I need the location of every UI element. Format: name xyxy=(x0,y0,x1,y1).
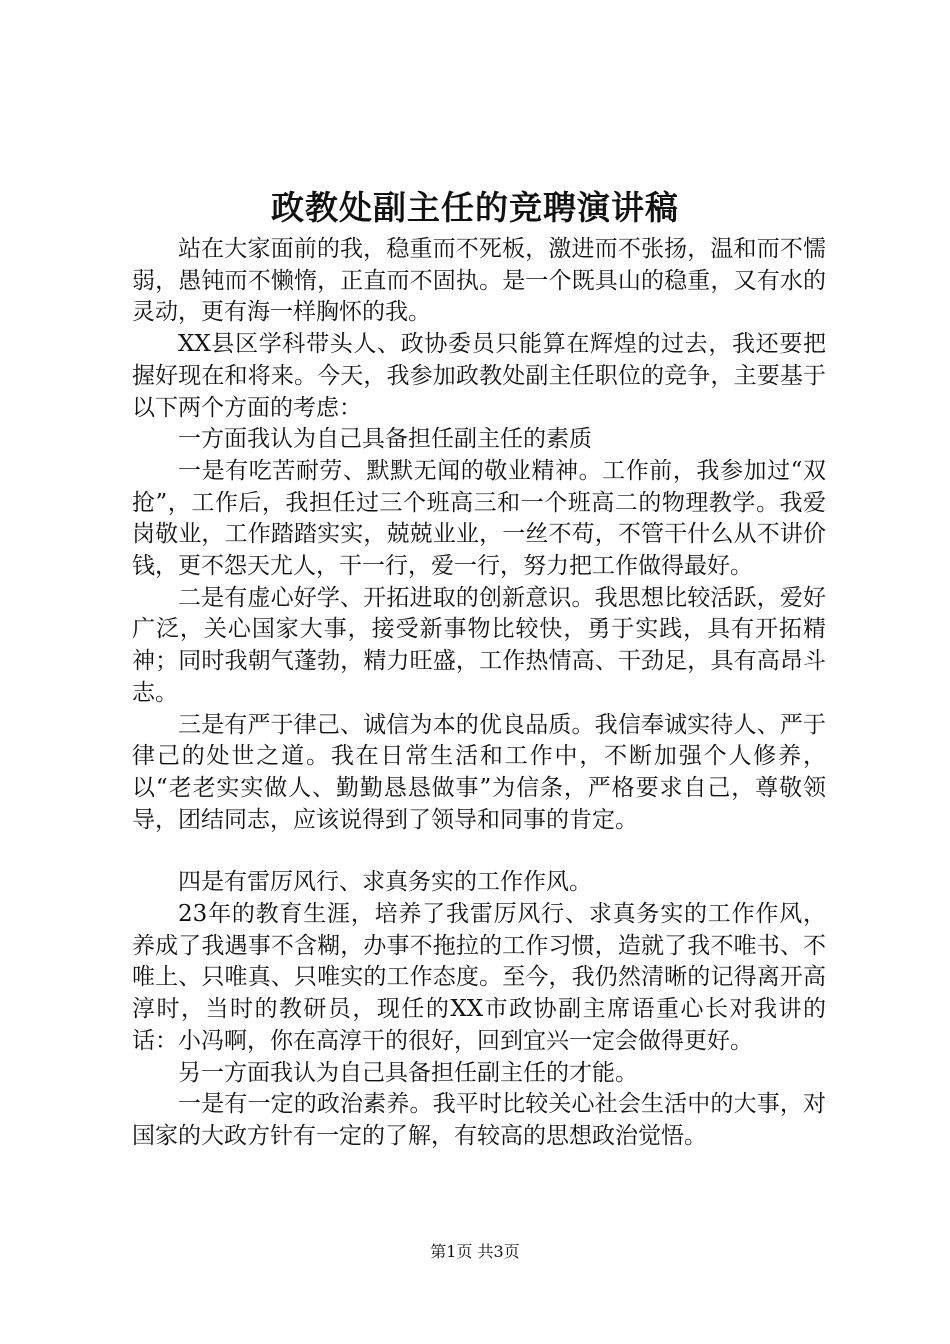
paragraph-point-work-style: 四是有雷厉风行、求真务实的工作作风。 xyxy=(178,869,592,896)
paragraph-section-abilities: 另一方面我认为自己具备担任副主任的才能。 xyxy=(178,1059,638,1086)
paragraph-background: XX县区学科带头人、政协委员只能算在辉煌的过去，我还要把握好现在和将来。今天，我参加政教处副主任职位的竞争，主要基于以下两个方面的考虑： xyxy=(132,331,826,421)
paragraph-section-qualities: 一方面我认为自己具备担任副主任的素质 xyxy=(178,426,592,453)
paragraph-point-integrity: 三是有严于律己、诚信为本的优良品质。我信奉诚实待人、严于律己的处世之道。我在日常生活和工作中，不断加强个人修养，以“老老实实做人、勤勤恳恳做事”为信条，严格要求自己，尊敬领导，团结同志，应该说得到了领导和同事的肯定。 xyxy=(132,711,826,833)
paragraph-point-political: 一是有一定的政治素养。我平时比较关心社会生活中的大事，对国家的大政方针有一定的了解，有较高的思想政治觉悟。 xyxy=(132,1091,826,1149)
document-body xyxy=(132,234,826,1153)
document-title: 政教处副主任的竞聘演讲稿 xyxy=(271,188,679,227)
paragraph-intro: 站在大家面前的我，稳重而不死板，激进而不张扬，温和而不懦弱，愚钝而不懒惰，正直而不固执。是一个既具山的稳重，又有水的灵动，更有海一样胸怀的我。 xyxy=(132,236,826,326)
paragraph-career: 23年的教育生涯，培养了我雷厉风行、求真务实的工作作风，养成了我遇事不含糊，办事不拖拉的工作习惯，造就了我不唯书、不唯上、只唯真、只唯实的工作态度。至今，我仍然清晰的记得离开高淳时，当时的教研员，现任的XX市政协副主席语重心长对我讲的话：小冯啊，你在高淳干的很好，回到宜兴一定会做得更好。 xyxy=(132,901,826,1054)
paragraph-point-dedication: 一是有吃苦耐劳、默默无闻的敬业精神。工作前，我参加过“双抢”，工作后，我担任过三个班高三和一个班高二的物理教学。我爱岗敬业，工作踏踏实实，兢兢业业，一丝不苟，不管干什么从不讲价钱，更不怨天尤人，干一行，爱一行，努力把工作做得最好。 xyxy=(132,457,826,580)
paragraph-point-innovation: 二是有虚心好学、开拓进取的创新意识。我思想比较活跃，爱好广泛，关心国家大事，接受新事物比较快，勇于实践，具有开拓精神；同时我朝气蓬勃，精力旺盛，工作热情高、干劲足，具有高昂斗志。 xyxy=(132,584,826,706)
page-number-footer: 第1页 共3页 xyxy=(430,1242,520,1261)
